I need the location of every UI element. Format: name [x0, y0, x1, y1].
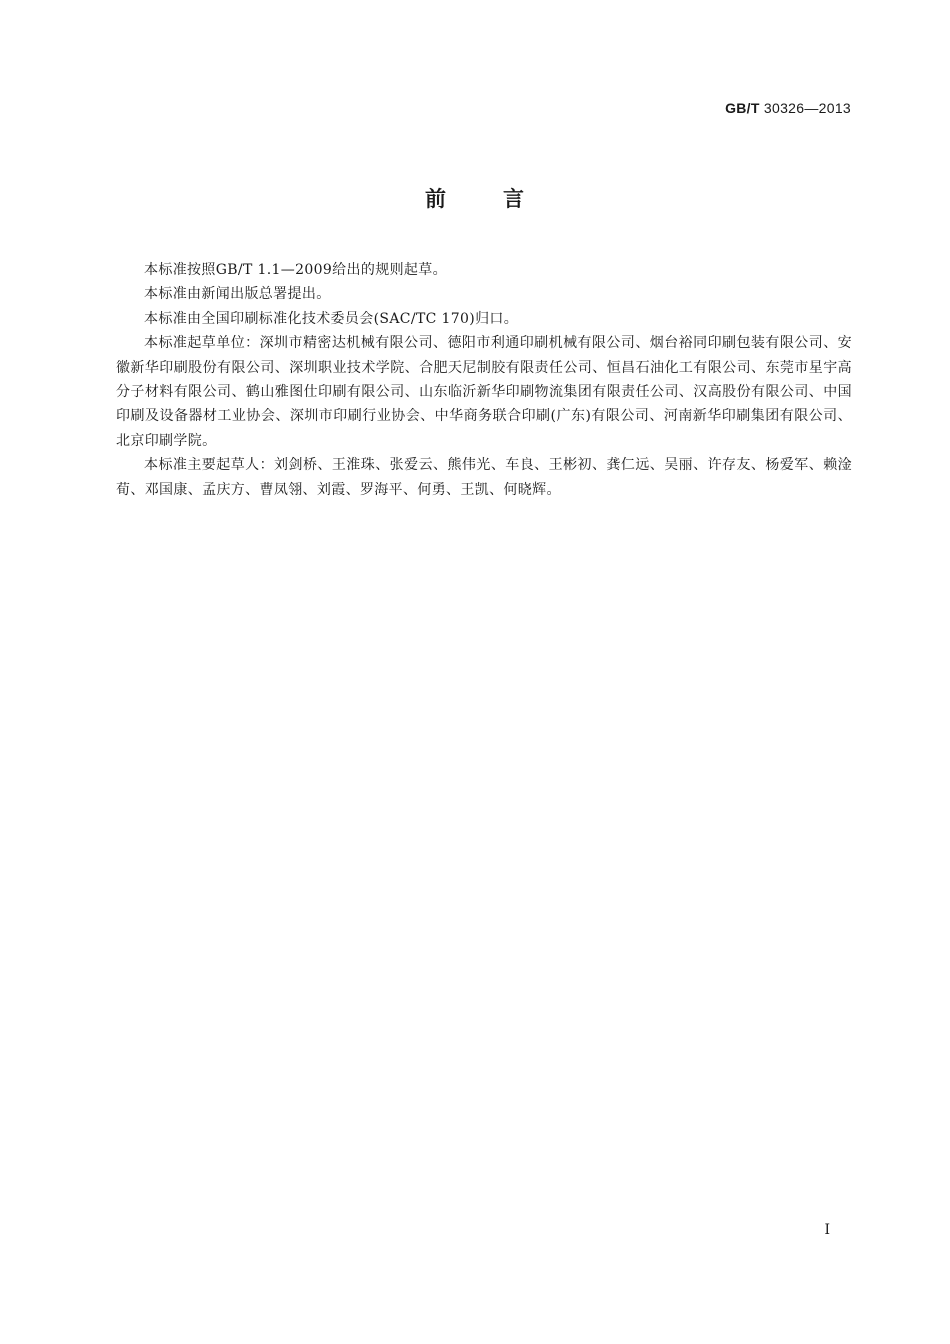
title-char-2: 言: [503, 187, 525, 211]
standard-number: [725, 100, 851, 116]
standard-code: 30326—2013: [763, 100, 851, 116]
page-title: [0, 183, 950, 213]
paragraph-committee: 本标准由全国印刷标准化技术委员会(SAC/TC 170)归口。: [144, 310, 519, 327]
paragraph-drafters: 本标准主要起草人：刘剑桥、王淮珠、张爱云、熊伟光、车良、王彬初、龚仁远、吴丽、许存友、杨爱军、赖淦荀、邓国康、孟庆方、曹凤翎、刘霞、罗海平、何勇、王凯、何晓辉。: [116, 457, 852, 498]
standard-prefix: GB/T: [725, 100, 760, 116]
paragraph-drafting-rules: 本标准按照GB/T 1.1—2009给出的规则起草。: [144, 262, 447, 278]
foreword-body: [116, 258, 852, 502]
paragraph-drafting-units: 本标准起草单位：深圳市精密达机械有限公司、德阳市利通印刷机械有限公司、烟台裕同印刷包装有限公司、安徽新华印刷股份有限公司、深圳职业技术学院、合肥天尼制胶有限责任公司、恒昌石油化工有限公司、东莞市星宇高分子材料有限公司、鹤山雅图仕印刷有限公司、山东临沂新华印刷物流集团有限责任公司、汉高股份有限公司、中国印刷及设备器材工业协会、深圳市印刷行业协会、中华商务联合印刷(广东)有限公司、河南新华印刷集团有限公司、北京印刷学院。: [116, 335, 852, 449]
title-char-1: 前: [425, 187, 447, 211]
paragraph-proposer: 本标准由新闻出版总署提出。: [144, 286, 331, 303]
page-number: I: [824, 1222, 830, 1238]
